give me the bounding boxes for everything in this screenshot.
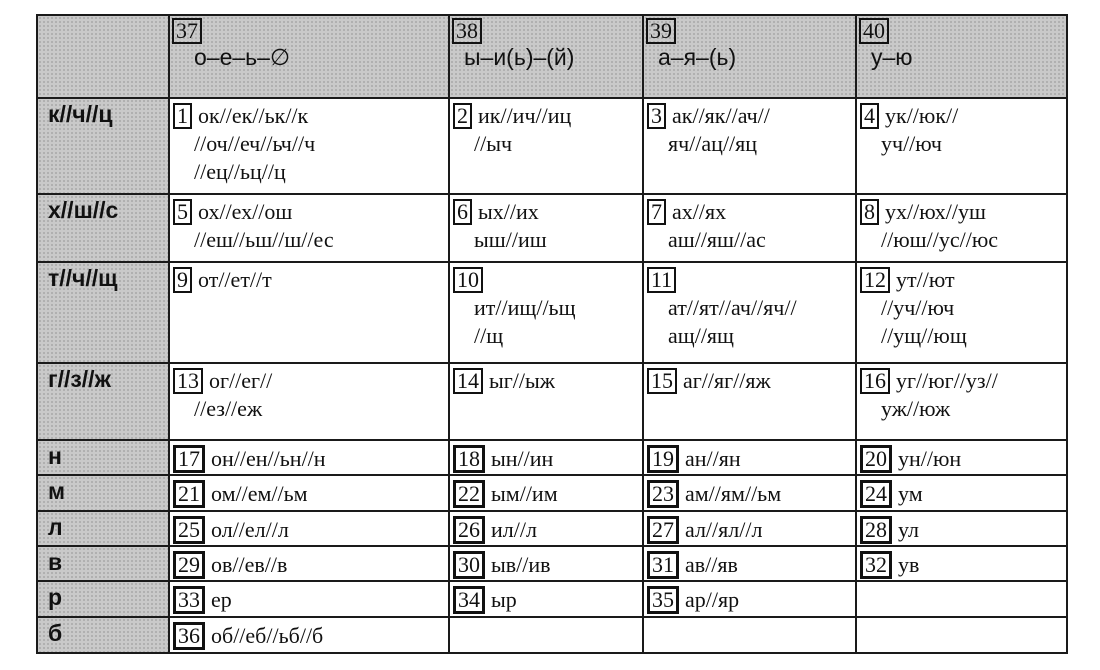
- cell-number: 11: [647, 267, 676, 293]
- cell-number: 13: [173, 368, 203, 394]
- table-row: [37, 440, 1067, 475]
- table-cell: [643, 98, 856, 194]
- cell-text: ат//ят//ач//яч//: [668, 295, 797, 321]
- table-cell: [856, 440, 1067, 475]
- table-cell: [169, 511, 449, 546]
- cell-number: 33: [173, 586, 205, 614]
- cell-number: 12: [860, 267, 890, 293]
- table-cell: [856, 511, 1067, 546]
- table-row: [37, 581, 1067, 616]
- row-header: б: [37, 617, 169, 653]
- cell-text: ол//ел//л: [211, 516, 289, 542]
- column-header: [643, 15, 856, 98]
- table-cell: [643, 475, 856, 510]
- cell-number: 31: [647, 551, 679, 579]
- table-row: [37, 98, 1067, 194]
- table-cell: [643, 262, 856, 363]
- cell-text: ащ//ящ: [668, 323, 734, 349]
- column-header: [856, 15, 1067, 98]
- cell-number: 21: [173, 480, 205, 508]
- cell-number: 25: [173, 516, 205, 544]
- table-cell: [449, 546, 643, 581]
- cell-text: ом//ем//ьм: [211, 481, 308, 507]
- column-header: [169, 15, 449, 98]
- cell-number: 6: [453, 199, 472, 225]
- column-label: а–я–(ь): [658, 44, 737, 70]
- cell-number: 24: [860, 480, 892, 508]
- table-cell: [169, 98, 449, 194]
- cell-number: 19: [647, 445, 679, 473]
- cell-text: ых//их: [478, 198, 539, 224]
- table-cell: [449, 581, 643, 616]
- table-cell: [449, 194, 643, 263]
- row-header: л: [37, 511, 169, 546]
- cell-number: 27: [647, 516, 679, 544]
- cell-text: ул: [898, 516, 920, 542]
- table-row: [37, 546, 1067, 581]
- table-cell: [449, 98, 643, 194]
- cell-text: от//ет//т: [198, 267, 272, 293]
- table-cell: [643, 546, 856, 581]
- table-cell: [856, 617, 1067, 653]
- cell-text: //ущ//ющ: [881, 323, 967, 349]
- row-header: х//ш//с: [37, 194, 169, 263]
- table-cell: [856, 98, 1067, 194]
- cell-text: ыв//ив: [491, 551, 551, 577]
- table-cell: [169, 363, 449, 440]
- table-row: [37, 511, 1067, 546]
- cell-text: ам//ям//ьм: [685, 481, 782, 507]
- cell-text: ак//як//ач//: [672, 103, 770, 129]
- cell-text: ах//ях: [672, 198, 727, 224]
- cell-text: аш//яш//ас: [668, 226, 766, 252]
- column-number: 40: [859, 18, 889, 44]
- column-label: ы–и(ь)–(й): [464, 44, 575, 70]
- table-cell: [856, 581, 1067, 616]
- table-cell: [856, 194, 1067, 263]
- cell-text: //уч//юч: [881, 295, 955, 321]
- cell-text: //ыч: [474, 131, 513, 157]
- cell-number: 30: [453, 551, 485, 579]
- table-cell: [169, 475, 449, 510]
- cell-number: 7: [647, 199, 666, 225]
- table-cell: [449, 440, 643, 475]
- cell-number: 4: [860, 103, 879, 129]
- cell-text: //щ: [474, 323, 504, 349]
- cell-text: об//еб//ьб//б: [211, 622, 324, 648]
- cell-text: ым//им: [491, 481, 558, 507]
- column-number: 38: [452, 18, 482, 44]
- cell-text: ох//ех//ош: [198, 198, 293, 224]
- corner-cell: [37, 15, 169, 98]
- cell-number: 29: [173, 551, 205, 579]
- cell-number: 35: [647, 586, 679, 614]
- cell-text: ыг//ыж: [489, 368, 556, 394]
- cell-text: ик//ич//иц: [478, 103, 572, 129]
- table-row: [37, 475, 1067, 510]
- cell-text: ун//юн: [898, 445, 962, 471]
- cell-number: 28: [860, 516, 892, 544]
- table-row: [37, 617, 1067, 653]
- cell-text: ит//ищ//ьщ: [474, 295, 576, 321]
- cell-text: //ез//еж: [194, 396, 263, 422]
- table-cell: [856, 475, 1067, 510]
- cell-number: 3: [647, 103, 666, 129]
- cell-text: //еш//ьш//ш//ес: [194, 226, 334, 252]
- cell-text: ав//яв: [685, 551, 738, 577]
- cell-text: ер: [211, 587, 232, 613]
- column-number: 37: [172, 18, 202, 44]
- cell-number: 2: [453, 103, 472, 129]
- row-header: м: [37, 475, 169, 510]
- table-cell: [449, 475, 643, 510]
- cell-text: ут//ют: [896, 267, 955, 293]
- table-cell: [643, 581, 856, 616]
- header-row: [37, 15, 1067, 98]
- row-header: в: [37, 546, 169, 581]
- cell-text: ум: [898, 481, 923, 507]
- column-number: 39: [646, 18, 676, 44]
- table-row: [37, 363, 1067, 440]
- cell-text: ыр: [491, 587, 517, 613]
- cell-text: уг//юг//уз//: [896, 368, 998, 394]
- table-cell: [169, 262, 449, 363]
- cell-text: ан//ян: [685, 445, 741, 471]
- cell-text: уч//юч: [881, 131, 942, 157]
- table-cell: [169, 581, 449, 616]
- cell-number: 9: [173, 267, 192, 293]
- cell-number: 1: [173, 103, 192, 129]
- cell-text: ог//ег//: [209, 368, 273, 394]
- table-cell: [169, 440, 449, 475]
- table-cell: [643, 363, 856, 440]
- table-cell: [643, 440, 856, 475]
- table-cell: [449, 262, 643, 363]
- cell-number: 32: [860, 551, 892, 579]
- column-header: [449, 15, 643, 98]
- cell-number: 23: [647, 480, 679, 508]
- table-cell: [449, 363, 643, 440]
- table-row: [37, 194, 1067, 263]
- cell-text: //ец//ьц//ц: [194, 159, 286, 185]
- cell-text: ок//ек//ьк//к: [198, 103, 309, 129]
- cell-text: //юш//ус//юс: [881, 226, 999, 252]
- cell-number: 26: [453, 516, 485, 544]
- row-header: р: [37, 581, 169, 616]
- table-cell: [449, 511, 643, 546]
- cell-number: 20: [860, 445, 892, 473]
- ending-table: [36, 14, 1068, 654]
- cell-text: уж//юж: [881, 396, 951, 422]
- table-cell: [856, 546, 1067, 581]
- cell-text: //оч//еч//ьч//ч: [194, 131, 316, 157]
- table-row: [37, 262, 1067, 363]
- cell-number: 16: [860, 368, 890, 394]
- cell-number: 15: [647, 368, 677, 394]
- table-cell: [169, 546, 449, 581]
- table-cell: [643, 194, 856, 263]
- table-cell: [169, 194, 449, 263]
- cell-text: ов//ев//в: [211, 551, 288, 577]
- table-cell: [449, 617, 643, 653]
- cell-number: 34: [453, 586, 485, 614]
- column-label: у–ю: [871, 44, 913, 70]
- cell-text: ар//яр: [685, 587, 740, 613]
- table-cell: [856, 262, 1067, 363]
- cell-number: 5: [173, 199, 192, 225]
- cell-text: ук//юк//: [885, 103, 959, 129]
- table-cell: [169, 617, 449, 653]
- cell-number: 10: [453, 267, 483, 293]
- cell-text: ын//ин: [491, 445, 554, 471]
- cell-text: он//ен//ьн//н: [211, 445, 326, 471]
- cell-number: 36: [173, 622, 205, 650]
- cell-number: 17: [173, 445, 205, 473]
- row-header: н: [37, 440, 169, 475]
- cell-number: 22: [453, 480, 485, 508]
- cell-text: ыш//иш: [474, 226, 547, 252]
- table-cell: [856, 363, 1067, 440]
- cell-text: ил//л: [491, 516, 537, 542]
- cell-number: 8: [860, 199, 879, 225]
- table-cell: [643, 617, 856, 653]
- row-header: г//з//ж: [37, 363, 169, 440]
- row-header: т//ч//щ: [37, 262, 169, 363]
- cell-text: ал//ял//л: [685, 516, 763, 542]
- cell-number: 18: [453, 445, 485, 473]
- cell-text: ух//юх//уш: [885, 198, 986, 224]
- cell-number: 14: [453, 368, 483, 394]
- cell-text: яч//ац//яц: [668, 131, 758, 157]
- table-cell: [643, 511, 856, 546]
- cell-text: ув: [898, 551, 920, 577]
- row-header: к//ч//ц: [37, 98, 169, 194]
- column-label: о–е–ь–∅: [194, 44, 290, 70]
- cell-text: аг//яг//яж: [683, 368, 771, 394]
